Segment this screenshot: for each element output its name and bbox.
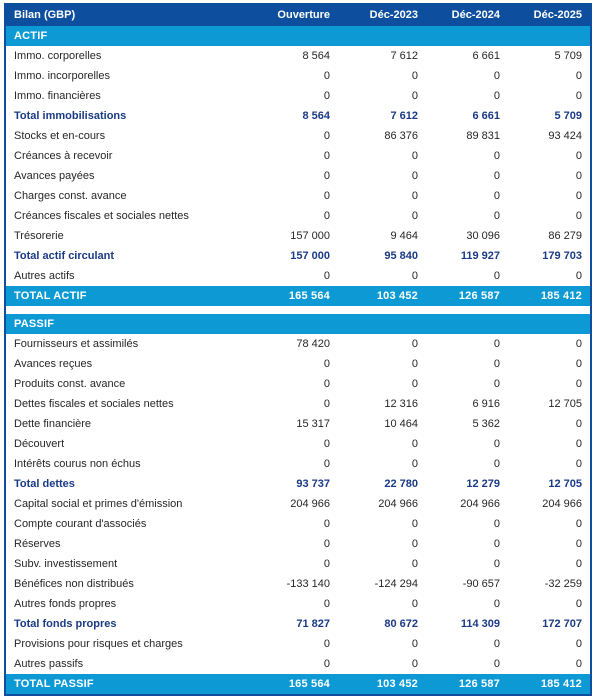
row-label: Dette financière bbox=[6, 414, 250, 434]
row-value-col-4: 0 bbox=[508, 66, 590, 86]
row-value-col-3: -90 657 bbox=[426, 574, 508, 594]
row-value-col-2: 7 612 bbox=[338, 46, 426, 66]
row-value-col-1: 0 bbox=[250, 354, 338, 374]
table-row bbox=[6, 126, 590, 146]
row-value-col-1: 165 564 bbox=[250, 674, 338, 694]
table-row bbox=[6, 534, 590, 554]
row-label: TOTAL PASSIF bbox=[6, 674, 250, 694]
row-value-col-1: 15 317 bbox=[250, 414, 338, 434]
row-value-col-4: 0 bbox=[508, 374, 590, 394]
row-value-col-3: 0 bbox=[426, 514, 508, 534]
row-value-col-3: 30 096 bbox=[426, 226, 508, 246]
row-value-col-1: 0 bbox=[250, 394, 338, 414]
row-value-col-1: -133 140 bbox=[250, 574, 338, 594]
row-value-col-3: 0 bbox=[426, 354, 508, 374]
row-value-col-2: 12 316 bbox=[338, 394, 426, 414]
table-row bbox=[6, 166, 590, 186]
row-value-col-4: 172 707 bbox=[508, 614, 590, 634]
table-row bbox=[6, 334, 590, 354]
row-label: Créances fiscales et sociales nettes bbox=[6, 206, 250, 226]
row-value-col-1: 0 bbox=[250, 434, 338, 454]
row-label: Créances à recevoir bbox=[6, 146, 250, 166]
row-label: TOTAL ACTIF bbox=[6, 286, 250, 306]
row-value-col-1: 204 966 bbox=[250, 494, 338, 514]
row-value-col-4: 0 bbox=[508, 86, 590, 106]
row-value-col-4: 0 bbox=[508, 454, 590, 474]
row-value-col-3: 0 bbox=[426, 594, 508, 614]
row-value-col-2: 0 bbox=[338, 334, 426, 354]
row-value-col-1: 165 564 bbox=[250, 286, 338, 306]
row-value-col-2: 0 bbox=[338, 186, 426, 206]
table-row bbox=[6, 86, 590, 106]
row-value-col-1: 0 bbox=[250, 374, 338, 394]
row-label: Charges const. avance bbox=[6, 186, 250, 206]
row-value-col-3: 126 587 bbox=[426, 286, 508, 306]
table-row bbox=[6, 46, 590, 66]
row-value-col-4: 185 412 bbox=[508, 286, 590, 306]
table-row bbox=[6, 186, 590, 206]
row-label: Capital social et primes d'émission bbox=[6, 494, 250, 514]
row-value-col-1: 0 bbox=[250, 266, 338, 286]
row-value-col-3: 0 bbox=[426, 374, 508, 394]
row-value-col-3: 6 661 bbox=[426, 106, 508, 126]
table-row bbox=[6, 66, 590, 86]
row-value-col-1: 71 827 bbox=[250, 614, 338, 634]
subtotal-row bbox=[6, 246, 590, 266]
header-column-dec-2025: Déc-2025 bbox=[508, 5, 590, 26]
row-value-col-3: 0 bbox=[426, 206, 508, 226]
row-value-col-1: 8 564 bbox=[250, 46, 338, 66]
table-row bbox=[6, 594, 590, 614]
row-value-col-2: 9 464 bbox=[338, 226, 426, 246]
table-row bbox=[6, 414, 590, 434]
total-row bbox=[6, 286, 590, 306]
row-value-col-1: 0 bbox=[250, 454, 338, 474]
row-value-col-4: 185 412 bbox=[508, 674, 590, 694]
row-label: Stocks et en-cours bbox=[6, 126, 250, 146]
row-value-col-3: 119 927 bbox=[426, 246, 508, 266]
table-row bbox=[6, 574, 590, 594]
balance-sheet-table-container bbox=[4, 3, 592, 696]
row-value-col-2: 0 bbox=[338, 266, 426, 286]
row-label: Autres passifs bbox=[6, 654, 250, 674]
row-value-col-3: 0 bbox=[426, 66, 508, 86]
table-row bbox=[6, 206, 590, 226]
row-value-col-4: 0 bbox=[508, 146, 590, 166]
row-value-col-2: 22 780 bbox=[338, 474, 426, 494]
row-value-col-2: 0 bbox=[338, 86, 426, 106]
row-value-col-1: 0 bbox=[250, 654, 338, 674]
row-value-col-3: 0 bbox=[426, 554, 508, 574]
section-header-row bbox=[6, 26, 590, 46]
row-label: Provisions pour risques et charges bbox=[6, 634, 250, 654]
row-value-col-3: 204 966 bbox=[426, 494, 508, 514]
row-value-col-3: 114 309 bbox=[426, 614, 508, 634]
section-spacer bbox=[6, 306, 590, 314]
row-value-col-3: 0 bbox=[426, 454, 508, 474]
table-row bbox=[6, 634, 590, 654]
row-label: Trésorerie bbox=[6, 226, 250, 246]
row-value-col-3: 0 bbox=[426, 166, 508, 186]
row-value-col-2: 0 bbox=[338, 206, 426, 226]
row-value-col-3: 12 279 bbox=[426, 474, 508, 494]
row-value-col-4: 0 bbox=[508, 634, 590, 654]
row-label: Immo. corporelles bbox=[6, 46, 250, 66]
subtotal-row bbox=[6, 474, 590, 494]
row-value-col-1: 157 000 bbox=[250, 246, 338, 266]
section-title: ACTIF bbox=[6, 26, 590, 46]
row-value-col-3: 0 bbox=[426, 654, 508, 674]
row-value-col-3: 0 bbox=[426, 146, 508, 166]
row-value-col-2: -124 294 bbox=[338, 574, 426, 594]
row-label: Immo. financières bbox=[6, 86, 250, 106]
row-value-col-1: 8 564 bbox=[250, 106, 338, 126]
row-value-col-2: 80 672 bbox=[338, 614, 426, 634]
row-value-col-2: 0 bbox=[338, 66, 426, 86]
row-value-col-3: 0 bbox=[426, 334, 508, 354]
table-row bbox=[6, 146, 590, 166]
row-value-col-3: 126 587 bbox=[426, 674, 508, 694]
row-value-col-4: 0 bbox=[508, 414, 590, 434]
row-value-col-3: 0 bbox=[426, 86, 508, 106]
row-label: Réserves bbox=[6, 534, 250, 554]
row-label: Compte courant d'associés bbox=[6, 514, 250, 534]
row-value-col-4: 0 bbox=[508, 334, 590, 354]
row-value-col-2: 103 452 bbox=[338, 286, 426, 306]
row-value-col-3: 0 bbox=[426, 534, 508, 554]
row-value-col-3: 6 661 bbox=[426, 46, 508, 66]
row-value-col-1: 78 420 bbox=[250, 334, 338, 354]
row-value-col-2: 0 bbox=[338, 374, 426, 394]
row-value-col-1: 0 bbox=[250, 534, 338, 554]
row-value-col-2: 0 bbox=[338, 534, 426, 554]
table-row bbox=[6, 374, 590, 394]
table-header bbox=[6, 5, 590, 26]
row-value-col-1: 0 bbox=[250, 554, 338, 574]
row-value-col-4: 0 bbox=[508, 654, 590, 674]
row-label: Avances reçues bbox=[6, 354, 250, 374]
row-label: Total immobilisations bbox=[6, 106, 250, 126]
header-column-dec-2023: Déc-2023 bbox=[338, 5, 426, 26]
row-value-col-1: 0 bbox=[250, 86, 338, 106]
row-label: Total fonds propres bbox=[6, 614, 250, 634]
row-value-col-2: 86 376 bbox=[338, 126, 426, 146]
row-value-col-2: 0 bbox=[338, 434, 426, 454]
row-label: Total actif circulant bbox=[6, 246, 250, 266]
row-value-col-1: 0 bbox=[250, 146, 338, 166]
row-value-col-2: 0 bbox=[338, 354, 426, 374]
row-label: Subv. investissement bbox=[6, 554, 250, 574]
row-value-col-3: 0 bbox=[426, 266, 508, 286]
table-row bbox=[6, 394, 590, 414]
row-value-col-4: 0 bbox=[508, 534, 590, 554]
row-value-col-4: 86 279 bbox=[508, 226, 590, 246]
row-label: Autres actifs bbox=[6, 266, 250, 286]
balance-sheet-table bbox=[6, 5, 590, 694]
row-value-col-4: 5 709 bbox=[508, 46, 590, 66]
table-row bbox=[6, 434, 590, 454]
row-value-col-2: 10 464 bbox=[338, 414, 426, 434]
row-value-col-2: 0 bbox=[338, 146, 426, 166]
header-row bbox=[6, 5, 590, 26]
row-label: Découvert bbox=[6, 434, 250, 454]
row-label: Autres fonds propres bbox=[6, 594, 250, 614]
row-value-col-4: -32 259 bbox=[508, 574, 590, 594]
row-value-col-2: 103 452 bbox=[338, 674, 426, 694]
row-value-col-2: 0 bbox=[338, 554, 426, 574]
row-value-col-3: 0 bbox=[426, 434, 508, 454]
row-value-col-2: 0 bbox=[338, 454, 426, 474]
row-label: Fournisseurs et assimilés bbox=[6, 334, 250, 354]
row-value-col-4: 0 bbox=[508, 166, 590, 186]
row-value-col-1: 0 bbox=[250, 166, 338, 186]
row-value-col-4: 0 bbox=[508, 354, 590, 374]
row-value-col-4: 204 966 bbox=[508, 494, 590, 514]
row-value-col-1: 0 bbox=[250, 594, 338, 614]
row-label: Intérêts courus non échus bbox=[6, 454, 250, 474]
row-label: Immo. incorporelles bbox=[6, 66, 250, 86]
row-value-col-4: 93 424 bbox=[508, 126, 590, 146]
table-row bbox=[6, 354, 590, 374]
row-value-col-2: 0 bbox=[338, 654, 426, 674]
row-value-col-2: 0 bbox=[338, 594, 426, 614]
table-row bbox=[6, 514, 590, 534]
row-label: Produits const. avance bbox=[6, 374, 250, 394]
row-value-col-1: 0 bbox=[250, 186, 338, 206]
row-label: Avances payées bbox=[6, 166, 250, 186]
row-value-col-3: 6 916 bbox=[426, 394, 508, 414]
row-label: Total dettes bbox=[6, 474, 250, 494]
total-row bbox=[6, 674, 590, 694]
header-column-dec-2024: Déc-2024 bbox=[426, 5, 508, 26]
row-value-col-1: 0 bbox=[250, 66, 338, 86]
row-value-col-1: 157 000 bbox=[250, 226, 338, 246]
table-row bbox=[6, 226, 590, 246]
table-row bbox=[6, 494, 590, 514]
row-value-col-4: 0 bbox=[508, 434, 590, 454]
table-row bbox=[6, 554, 590, 574]
table-row bbox=[6, 654, 590, 674]
row-value-col-3: 5 362 bbox=[426, 414, 508, 434]
row-value-col-1: 0 bbox=[250, 514, 338, 534]
row-value-col-2: 0 bbox=[338, 634, 426, 654]
section-title: PASSIF bbox=[6, 314, 590, 334]
row-value-col-1: 0 bbox=[250, 126, 338, 146]
row-value-col-4: 0 bbox=[508, 514, 590, 534]
row-label: Dettes fiscales et sociales nettes bbox=[6, 394, 250, 414]
row-value-col-3: 0 bbox=[426, 634, 508, 654]
row-value-col-1: 0 bbox=[250, 206, 338, 226]
header-label-cell: Bilan (GBP) bbox=[6, 5, 250, 26]
section-spacer-cell bbox=[6, 306, 590, 314]
row-value-col-4: 12 705 bbox=[508, 474, 590, 494]
row-value-col-4: 179 703 bbox=[508, 246, 590, 266]
row-value-col-1: 93 737 bbox=[250, 474, 338, 494]
row-label: Bénéfices non distribués bbox=[6, 574, 250, 594]
row-value-col-2: 0 bbox=[338, 166, 426, 186]
header-column-ouverture: Ouverture bbox=[250, 5, 338, 26]
row-value-col-4: 0 bbox=[508, 266, 590, 286]
row-value-col-4: 0 bbox=[508, 554, 590, 574]
table-body bbox=[6, 26, 590, 694]
row-value-col-2: 204 966 bbox=[338, 494, 426, 514]
row-value-col-4: 5 709 bbox=[508, 106, 590, 126]
table-row bbox=[6, 266, 590, 286]
section-header-row bbox=[6, 314, 590, 334]
row-value-col-4: 0 bbox=[508, 206, 590, 226]
row-value-col-3: 0 bbox=[426, 186, 508, 206]
subtotal-row bbox=[6, 106, 590, 126]
row-value-col-1: 0 bbox=[250, 634, 338, 654]
row-value-col-2: 0 bbox=[338, 514, 426, 534]
subtotal-row bbox=[6, 614, 590, 634]
row-value-col-2: 7 612 bbox=[338, 106, 426, 126]
row-value-col-4: 0 bbox=[508, 594, 590, 614]
table-row bbox=[6, 454, 590, 474]
row-value-col-4: 0 bbox=[508, 186, 590, 206]
row-value-col-2: 95 840 bbox=[338, 246, 426, 266]
row-value-col-4: 12 705 bbox=[508, 394, 590, 414]
row-value-col-3: 89 831 bbox=[426, 126, 508, 146]
